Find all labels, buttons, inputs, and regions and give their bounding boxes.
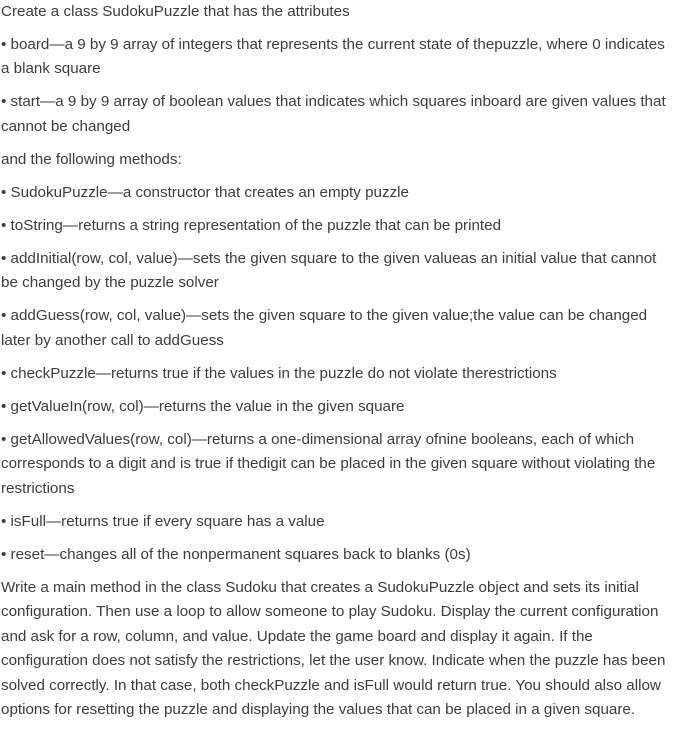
method-item-addguess: • addGuess(row, col, value)—sets the given square to the given value;the value can be changed later by another call to addGuess: [1, 307, 648, 349]
method-item-reset: • reset—changes all of the nonpermanent squares back to blanks (0s): [1, 545, 471, 563]
closing-paragraph: Write a main method in the class Sudoku that creates a SudokuPuzzle object and sets its initial configuration. Then use a loop to allow someone to play Sudoku. Display the current configuration and ask for a row, column, and value. Update the game board and display it again. If the configuration does not satisfy the restrictions, let the user know. Indicate when the puzzle has been solved correctly. In that case, both checkPuzzle and isFull would return true. You should also allow options for resetting the puzzle and displaying the values that can be placed in a given square.: [1, 578, 666, 718]
intro-paragraph: Create a class SudokuPuzzle that has the attributes: [1, 3, 350, 20]
method-item-constructor: • SudokuPuzzle—a constructor that creates an empty puzzle: [1, 183, 409, 201]
method-item-checkpuzzle: • checkPuzzle—returns true if the values in the puzzle do not violate therestrictions: [1, 364, 557, 382]
method-item-getvaluein: • getValueIn(row, col)—returns the value in the given square: [1, 397, 405, 415]
methods-intro-paragraph: and the following methods:: [1, 150, 182, 168]
method-item-addinitial: • addInitial(row, col, value)—sets the given square to the given valueas an initial value that cannot be changed by the puzzle solver: [1, 249, 657, 291]
attribute-item-board: • board—a 9 by 9 array of integers that represents the current state of thepuzzle, where 0 indicates a blank square: [1, 35, 665, 77]
method-item-isfull: • isFull—returns true if every square has a value: [1, 512, 325, 530]
attribute-item-start: • start—a 9 by 9 array of boolean values that indicates which squares inboard are given values that cannot be changed: [1, 93, 666, 135]
method-item-tostring: • toString—returns a string representation of the puzzle that can be printed: [1, 216, 502, 234]
method-item-getallowedvalues: • getAllowedValues(row, col)—returns a one-dimensional array ofnine booleans, each of which corresponds to a digit and is true if thedigit can be placed in the given square without violating the restrictions: [1, 430, 656, 497]
